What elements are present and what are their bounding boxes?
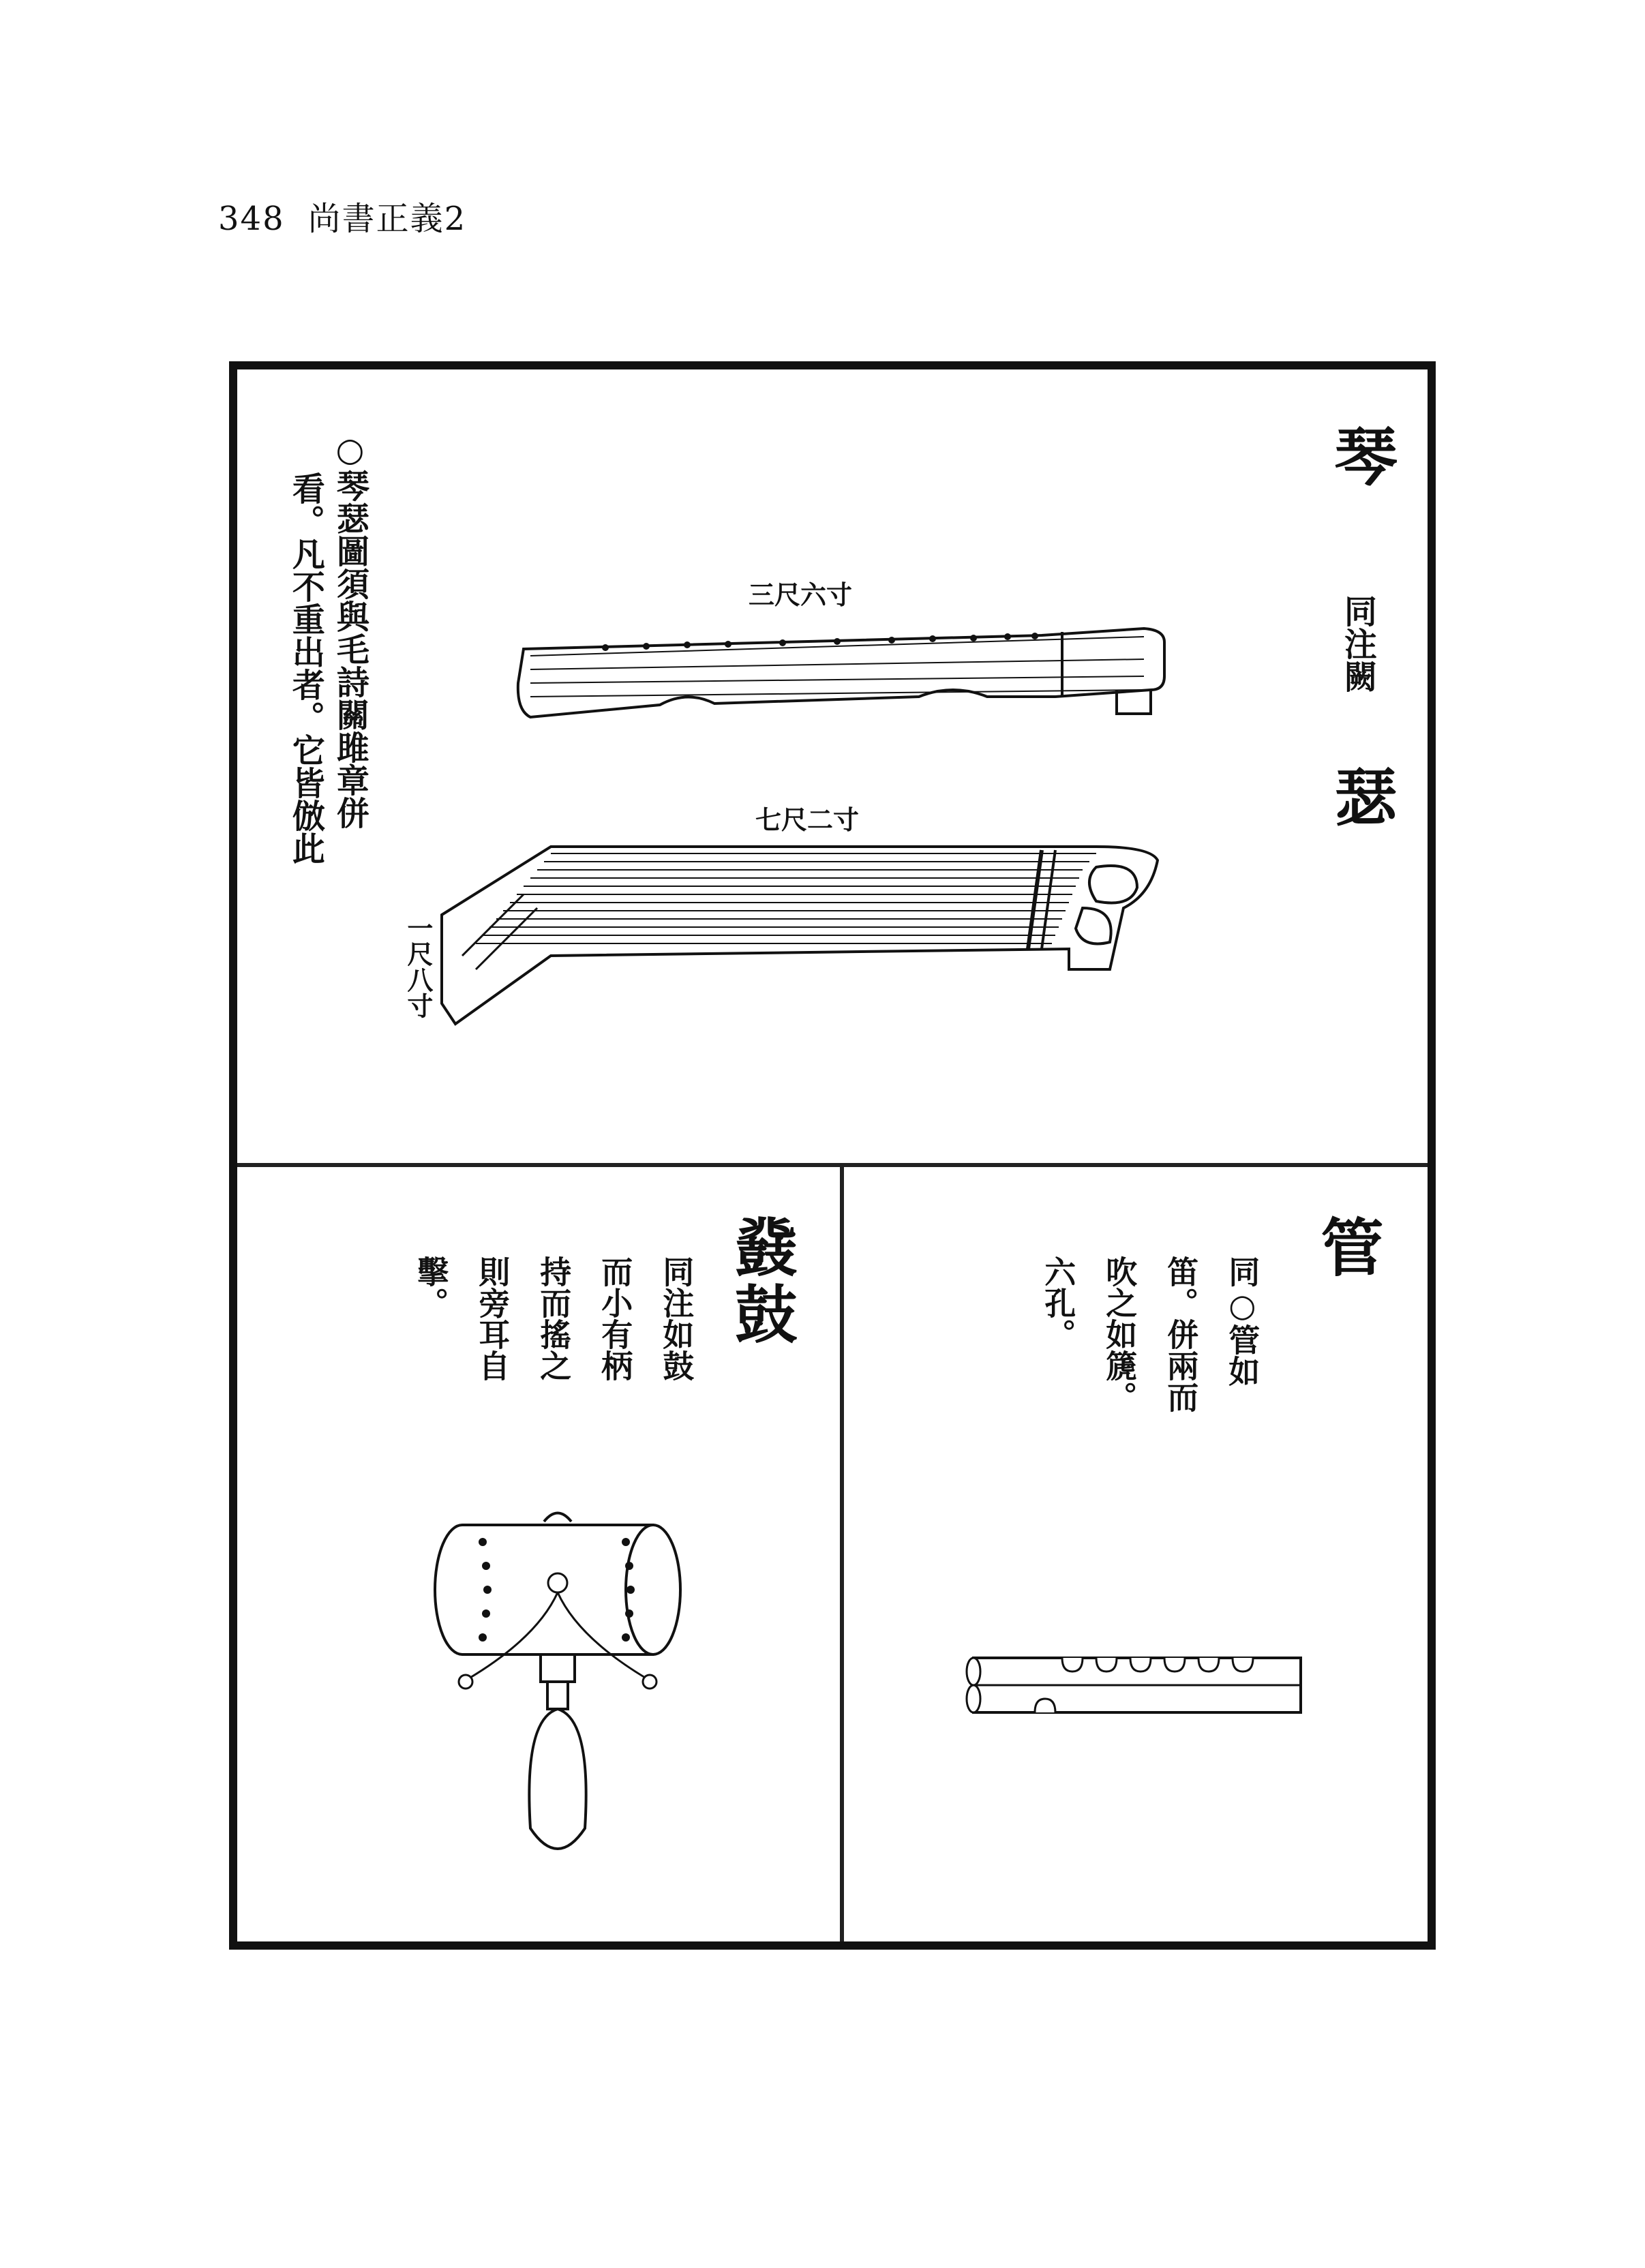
title-se: 瑟	[1324, 765, 1398, 832]
taogu-text-line-4: 則旁耳自	[474, 1256, 511, 1381]
taogu-text-line-3: 持而搖之	[535, 1256, 573, 1381]
guan-text-line-3: 吹之如篪。	[1101, 1256, 1138, 1412]
commentary-line-1: ○琴瑟圖須與毛詩關雎章併	[331, 431, 369, 829]
se-dimension-side: 一尺八寸	[402, 915, 434, 1018]
panel-guan	[844, 1167, 1428, 1941]
se-illustration	[414, 833, 1164, 1038]
panel-taogu	[237, 1167, 844, 1941]
page-header	[218, 192, 489, 239]
guan-text-line-1: 同○管如	[1224, 1256, 1261, 1387]
commentary-line-2: 看。凡不重出者。它皆倣此	[286, 472, 325, 864]
se-dimension-top: 七尺二寸	[755, 804, 860, 835]
qin-dimension: 三尺六寸	[749, 579, 853, 610]
title-taogu: 鼗鼓	[724, 1215, 798, 1348]
title-guan: 管	[1310, 1215, 1385, 1282]
guan-pipes-illustration	[960, 1644, 1314, 1726]
page-number: 348	[218, 200, 285, 238]
guan-text-line-2: 笛。併兩而	[1162, 1256, 1200, 1412]
title-qin: 琴	[1324, 424, 1398, 491]
taogu-text-line-2: 而小有柄	[597, 1256, 634, 1381]
illustration-frame	[229, 361, 1436, 1950]
taogu-text-line-1: 同注如鼓	[658, 1256, 695, 1381]
panel-qin-se	[237, 369, 1428, 1167]
guan-text-line-4: 六孔。	[1040, 1256, 1077, 1350]
note-qin: 同注闕	[1338, 594, 1377, 693]
taogu-drum-illustration	[421, 1501, 708, 1883]
qin-illustration	[510, 594, 1192, 731]
book-title: 尚書正義2	[307, 200, 467, 238]
taogu-text-line-5: 擊。	[412, 1256, 450, 1318]
